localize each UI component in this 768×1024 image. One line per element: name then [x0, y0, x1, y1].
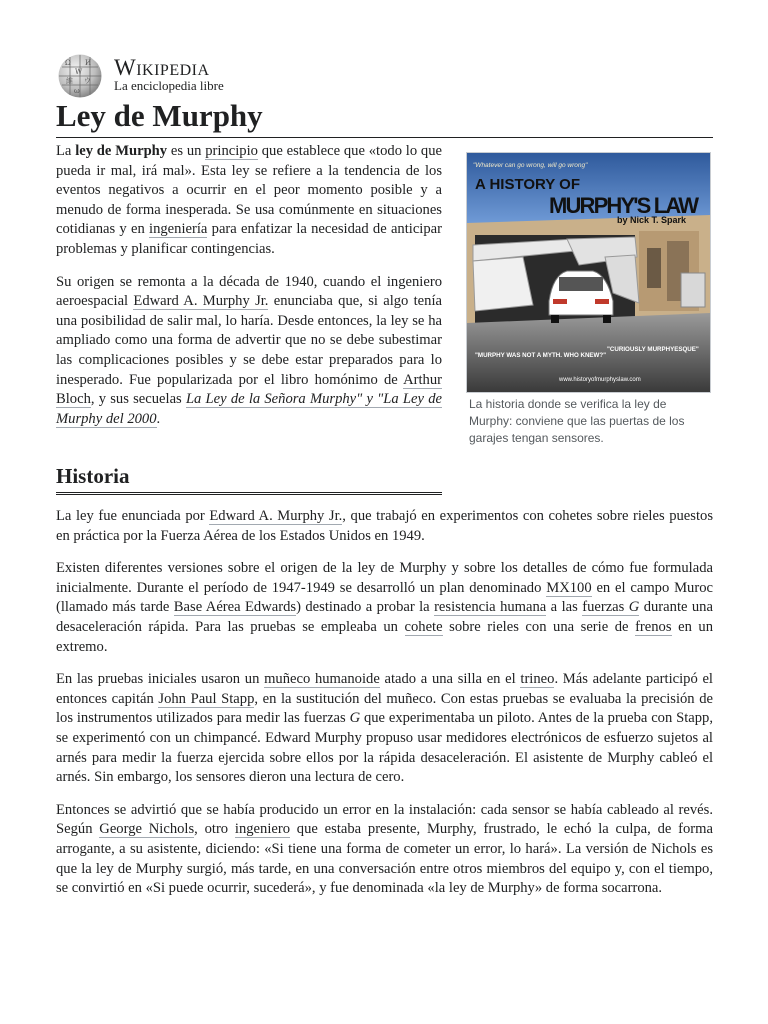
text: Existen diferentes versiones sobre el origen de la ley de Murphy y sobre los detalles de cómo fue formulada inicialmente. Durante el período de 1947-1949 se desarrolló un plan denominado	[56, 560, 713, 596]
text: La ley fue enunciada por	[56, 508, 210, 524]
svg-text:ω: ω	[74, 87, 80, 95]
text: Su origen se remonta a la década de 1940, cuando el ingeniero aeroespacial	[56, 273, 442, 310]
lead-paragraph-1	[56, 142, 442, 260]
poster-quote-1: "MURPHY WAS NOT A MYTH. WHO KNEW?"	[475, 352, 607, 359]
link-ingeniero[interactable]: ingeniero	[234, 821, 291, 838]
text: es un	[167, 143, 206, 159]
text: En las pruebas iniciales usaron un	[56, 671, 265, 688]
poster-author: by Nick T. Spark	[617, 215, 687, 225]
text: sobre rieles con una serie de	[442, 618, 636, 635]
historia-paragraph-4	[56, 801, 713, 899]
wikipedia-wordmark: Wikipedia	[114, 55, 210, 80]
link-arthur-bloch[interactable]: Arthur Bloch	[56, 371, 442, 408]
link-mx100[interactable]: MX100	[546, 579, 592, 596]
text: para enfatizar la necesidad de anticipar problemas y planificar contingencias.	[56, 221, 442, 257]
section-heading-historia: Historia	[56, 463, 442, 495]
text: . Más adelante participó el entonces capitán	[56, 671, 713, 707]
wikipedia-globe-icon	[56, 53, 104, 99]
link-principio[interactable]: principio	[205, 143, 258, 159]
text: que experimentaba un piloto. Antes de la prueba con Stapp, se experimentó con un chimpancé. Edward Murphy propuso usar medidores electrónicos de esfuerzo sujetos al arnés para medir la fuerza ejercida sobre ellos por la rápida desaceleración. El asistente de Murphy cableó el arnés. Sin embargo, los sensores dieron una lectura de cero.	[56, 710, 714, 786]
svg-text:Ω: Ω	[65, 59, 71, 67]
svg-text:W: W	[75, 68, 83, 76]
text: , otro	[194, 821, 235, 838]
wikipedia-tagline: La enciclopedia libre	[114, 78, 224, 93]
lead-paragraph-2	[56, 273, 442, 430]
text: fuerzas	[582, 599, 629, 616]
link-john-paul-stapp[interactable]: John Paul Stapp	[158, 690, 255, 707]
lead-section	[56, 142, 442, 442]
poster-tagline: "Whatever can go wrong, will go wrong"	[473, 162, 588, 169]
link-edward-murphy[interactable]: Edward A. Murphy Jr.	[209, 508, 343, 524]
poster-title-line1: A HISTORY OF	[475, 176, 581, 193]
text: en el campo Muroc (llamado más tarde	[56, 579, 713, 616]
text: a las	[546, 599, 583, 616]
figure-caption: La historia donde se verifica la ley de Murphy: conviene que las puertas de los garajes tengan sensores.	[469, 397, 685, 445]
murphys-law-poster-image[interactable]	[466, 152, 711, 393]
historia-section	[56, 507, 713, 912]
text: en un extremo.	[56, 618, 713, 655]
link-sequels[interactable]: La Ley de la Señora Murphy" y "La Ley de Murphy del 2000	[56, 391, 442, 427]
text: atado a una silla en el	[379, 671, 521, 688]
poster-url: www.historyofmurphyslaw.com	[559, 377, 641, 383]
poster-quote-2: "CURIOUSLY MURPHYESQUE"	[607, 346, 699, 353]
link-base-aerea-edwards[interactable]: Base Aérea Edwards	[173, 599, 297, 616]
text: , que trabajó en experimentos con cohetes sobre rieles puestos en práctica por la Fuerza Aérea de los Estados Unidos en 1949.	[56, 508, 713, 544]
historia-paragraph-2	[56, 559, 713, 657]
link-frenos[interactable]: frenos	[635, 618, 672, 635]
wikipedia-branding[interactable]	[56, 53, 316, 99]
text: que establece que «todo lo que pueda ir mal, irá mal». Esta ley se refiere a la tendencia de los eventos negativos a ocurrir en el peor momento posible y a menudo de forma inesperada. Se usa comúnmente en situaciones cotidianas y en	[56, 143, 442, 238]
poster-title-line2: MURPHY'S LAW	[549, 193, 699, 218]
svg-text:И: И	[85, 59, 92, 67]
link-fuerzas-g[interactable]	[582, 599, 639, 616]
text: ) destinado a probar la	[296, 599, 435, 616]
link-george-nichols[interactable]: George Nichols	[99, 821, 195, 838]
svg-text:ウ: ウ	[84, 77, 91, 85]
text: G	[349, 710, 361, 727]
link-edward-murphy[interactable]: Edward A. Murphy Jr.	[133, 293, 269, 310]
text: La	[56, 143, 76, 159]
text: durante una desaceleración rápida. Para las pruebas se empleaba un	[56, 599, 713, 635]
text: , en la sustitución del muñeco. Con estas pruebas se evaluaba la precisión de los instrumentos utilizados para medir las fuerzas	[56, 690, 713, 727]
article-figure	[466, 152, 713, 447]
text: G	[628, 599, 640, 616]
link-resistencia-humana[interactable]: resistencia humana	[434, 599, 547, 616]
link-trineo[interactable]: trineo	[520, 671, 555, 688]
text: , y sus secuelas	[90, 391, 186, 408]
link-ingenieria[interactable]: ingeniería	[149, 221, 208, 238]
page-title: Ley de Murphy	[56, 98, 713, 138]
historia-paragraph-3	[56, 670, 713, 788]
svg-text:維: 維	[66, 77, 73, 85]
historia-paragraph-1	[56, 507, 713, 546]
bold-term: ley de Murphy	[75, 143, 168, 159]
text: .	[156, 410, 161, 427]
text: Entonces se advirtió que se había producido un error en la instalación: cada sensor se había cableado al revés. Según	[56, 801, 713, 838]
text: que estaba presente, Murphy, frustrado, le echó la culpa, de forma arrogante, a su asistente, diciendo: «Si tiene una forma de cometer un error, lo hará». La versión de Nichols es que la ley de Murphy surgió, más tarde, en una conversación entre otros miembros del equipo y, con el tiempo, se convirtió en «Si puede ocurrir, sucederá», y fue denominada «la ley de Murphy» de forma socarrona.	[56, 821, 713, 897]
link-cohete[interactable]: cohete	[404, 618, 443, 635]
text: enunciaba que, si algo tenía una posibilidad de salir mal, lo haría. Desde entonces, la ley se ha ampliado como una forma de advertir que no se debe subestimar las complicaciones posibles y se debe estar preparados para lo inesperado. Fue popularizada por el libro homónimo de	[56, 293, 442, 388]
link-muneco-humanoide[interactable]: muñeco humanoide	[264, 671, 380, 688]
